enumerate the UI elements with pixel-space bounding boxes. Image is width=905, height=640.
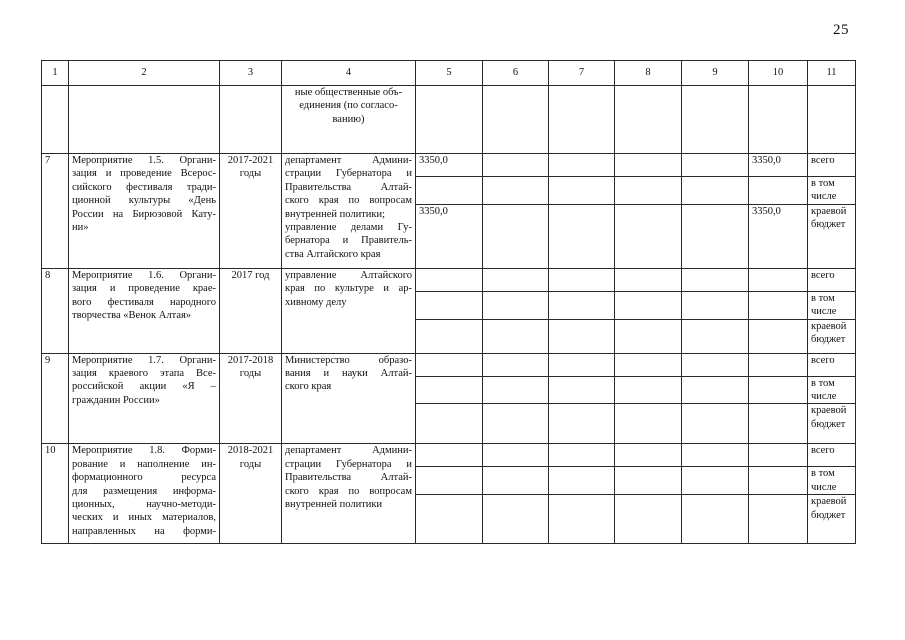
cell-source: в том числе bbox=[808, 467, 856, 495]
cell-num: 7 bbox=[42, 154, 69, 269]
header-cell-2: 2 bbox=[69, 61, 220, 86]
cell-9 bbox=[682, 319, 749, 353]
table-row bbox=[42, 268, 856, 291]
cell-8 bbox=[615, 268, 682, 291]
name-line: формационного ресурса bbox=[72, 472, 216, 484]
name-line: зация и проведение крае- bbox=[72, 283, 216, 295]
executor-line: внутренней политики bbox=[285, 499, 383, 511]
cell-8 bbox=[615, 444, 682, 467]
cell-9 bbox=[682, 268, 749, 291]
cell-source: краевой бюджет bbox=[808, 319, 856, 353]
cell-10: 3350,0 bbox=[749, 154, 808, 177]
cell-7 bbox=[549, 154, 615, 177]
cell-source: в том числе bbox=[808, 177, 856, 205]
cell-7 bbox=[549, 319, 615, 353]
cell-source: в том числе bbox=[808, 291, 856, 319]
name-line: российской акции «Я – bbox=[72, 381, 216, 393]
cell-6 bbox=[483, 467, 549, 495]
executor-line: бернатора и Правитель- bbox=[285, 235, 412, 247]
cell-10 bbox=[749, 353, 808, 376]
table-row bbox=[42, 353, 856, 376]
cell-6 bbox=[483, 319, 549, 353]
cell-5 bbox=[416, 353, 483, 376]
cell-years bbox=[220, 86, 282, 154]
cell-7 bbox=[549, 444, 615, 467]
continuation-row bbox=[42, 86, 856, 154]
cell-10 bbox=[749, 268, 808, 291]
executor-line: управление Алтайского bbox=[285, 269, 412, 281]
executor-line: ского края по вопросам bbox=[285, 485, 412, 497]
cell-name bbox=[69, 154, 220, 269]
cell-num: 10 bbox=[42, 444, 69, 544]
cell-5 bbox=[416, 319, 483, 353]
cell-9 bbox=[682, 204, 749, 268]
cell-source: всего bbox=[808, 154, 856, 177]
header-cell-9: 9 bbox=[682, 61, 749, 86]
cell-source: краевой бюджет bbox=[808, 404, 856, 444]
name-line: ционной культуры «День bbox=[72, 195, 216, 207]
cell-5: 3350,0 bbox=[416, 154, 483, 177]
cell-6 bbox=[483, 177, 549, 205]
cell-num bbox=[42, 86, 69, 154]
cell-5 bbox=[416, 467, 483, 495]
executor-line: края по культуре и ар- bbox=[285, 283, 412, 295]
executor-line: страции Губернатора и bbox=[285, 168, 412, 180]
cell-8 bbox=[615, 204, 682, 268]
cell-7 bbox=[549, 86, 615, 154]
executor-line: внутренней политики; bbox=[285, 208, 386, 220]
cell-5 bbox=[416, 268, 483, 291]
cell-11 bbox=[808, 86, 856, 154]
executor-line: ства Алтайского края bbox=[285, 248, 381, 260]
cell-8 bbox=[615, 154, 682, 177]
cell-5 bbox=[416, 86, 483, 154]
cell-num: 9 bbox=[42, 353, 69, 444]
cell-6 bbox=[483, 353, 549, 376]
cell-9 bbox=[682, 495, 749, 544]
executor-line: ные общественные объ- bbox=[294, 87, 403, 98]
cell-10 bbox=[749, 86, 808, 154]
cell-5 bbox=[416, 177, 483, 205]
cell-10 bbox=[749, 291, 808, 319]
cell-9 bbox=[682, 154, 749, 177]
cell-10 bbox=[749, 467, 808, 495]
executor-line: хивному делу bbox=[285, 296, 347, 308]
name-line: зация и проведение Всерос- bbox=[72, 168, 216, 180]
cell-name bbox=[69, 444, 220, 544]
cell-5 bbox=[416, 444, 483, 467]
executor-line: департамент Админи- bbox=[285, 155, 412, 166]
cell-8 bbox=[615, 86, 682, 154]
cell-6 bbox=[483, 404, 549, 444]
cell-6 bbox=[483, 376, 549, 404]
header-cell-1: 1 bbox=[42, 61, 69, 86]
name-line: ни» bbox=[72, 222, 89, 234]
header-cell-5: 5 bbox=[416, 61, 483, 86]
cell-8 bbox=[615, 404, 682, 444]
cell-6 bbox=[483, 86, 549, 154]
program-activities-table bbox=[41, 60, 856, 544]
cell-6 bbox=[483, 291, 549, 319]
cell-7 bbox=[549, 177, 615, 205]
name-line: гражданин России» bbox=[72, 394, 160, 406]
executor-line: Правительства Алтай- bbox=[285, 181, 412, 193]
executor-line: управление делами Гу- bbox=[285, 222, 412, 234]
cell-8 bbox=[615, 319, 682, 353]
name-line: творчества «Венок Алтая» bbox=[72, 310, 192, 322]
cell-10 bbox=[749, 495, 808, 544]
executor-line: страции Губернатора и bbox=[285, 458, 412, 470]
header-cell-6: 6 bbox=[483, 61, 549, 86]
table-row bbox=[42, 154, 856, 177]
cell-source: всего bbox=[808, 268, 856, 291]
cell-executor bbox=[282, 268, 416, 353]
table-row bbox=[42, 444, 856, 467]
executor-line: Министерство образо- bbox=[285, 354, 412, 366]
cell-source: всего bbox=[808, 353, 856, 376]
cell-7 bbox=[549, 495, 615, 544]
cell-8 bbox=[615, 177, 682, 205]
cell-10 bbox=[749, 177, 808, 205]
name-line: ционных, научно-методи- bbox=[72, 499, 216, 511]
cell-source: в том числе bbox=[808, 376, 856, 404]
executor-line: ванию) bbox=[332, 113, 365, 125]
cell-9 bbox=[682, 291, 749, 319]
cell-name bbox=[69, 353, 220, 444]
cell-10: 3350,0 bbox=[749, 204, 808, 268]
executor-line: ского края bbox=[285, 381, 332, 393]
cell-name bbox=[69, 268, 220, 353]
cell-9 bbox=[682, 376, 749, 404]
cell-7 bbox=[549, 353, 615, 376]
name-line: направленных на форми- bbox=[72, 525, 216, 537]
cell-7 bbox=[549, 268, 615, 291]
header-cell-10: 10 bbox=[749, 61, 808, 86]
cell-7 bbox=[549, 204, 615, 268]
header-cell-8: 8 bbox=[615, 61, 682, 86]
name-line: сийского фестиваля тради- bbox=[72, 181, 216, 193]
name-line: для размещения информа- bbox=[72, 485, 216, 497]
header-cell-11: 11 bbox=[808, 61, 856, 86]
cell-5: 3350,0 bbox=[416, 204, 483, 268]
cell-num: 8 bbox=[42, 268, 69, 353]
cell-7 bbox=[549, 404, 615, 444]
cell-name bbox=[69, 86, 220, 154]
executor-line: ского края по вопросам bbox=[285, 195, 412, 207]
cell-9 bbox=[682, 177, 749, 205]
cell-8 bbox=[615, 495, 682, 544]
executor-line: вания и науки Алтай- bbox=[285, 368, 412, 380]
cell-8 bbox=[615, 291, 682, 319]
cell-years: 2018-2021 годы bbox=[220, 444, 282, 544]
cell-years: 2017 год bbox=[220, 268, 282, 353]
executor-line: единения (по согласо- bbox=[299, 100, 398, 112]
header-row bbox=[42, 61, 856, 86]
cell-source: краевой бюджет bbox=[808, 495, 856, 544]
cell-10 bbox=[749, 444, 808, 467]
cell-7 bbox=[549, 291, 615, 319]
cell-9 bbox=[682, 444, 749, 467]
name-line: Мероприятие 1.7. Органи- bbox=[72, 354, 216, 366]
page-number: 25 bbox=[833, 22, 849, 38]
cell-6 bbox=[483, 444, 549, 467]
name-line: зация краевого этапа Все- bbox=[72, 368, 216, 380]
cell-9 bbox=[682, 404, 749, 444]
name-line: России на Бирюзовой Кату- bbox=[72, 208, 216, 220]
cell-5 bbox=[416, 376, 483, 404]
cell-5 bbox=[416, 291, 483, 319]
cell-7 bbox=[549, 376, 615, 404]
name-line: Мероприятие 1.5. Органи- bbox=[72, 155, 216, 166]
header-cell-7: 7 bbox=[549, 61, 615, 86]
header-cell-4: 4 bbox=[282, 61, 416, 86]
cell-10 bbox=[749, 319, 808, 353]
cell-8 bbox=[615, 376, 682, 404]
cell-5 bbox=[416, 495, 483, 544]
cell-9 bbox=[682, 86, 749, 154]
cell-years: 2017-2018 годы bbox=[220, 353, 282, 444]
cell-source: краевой бюджет bbox=[808, 204, 856, 268]
name-line: рование и наполнение ин- bbox=[72, 458, 216, 470]
name-line: ческих и иных материалов, bbox=[72, 512, 216, 524]
cell-8 bbox=[615, 353, 682, 376]
cell-5 bbox=[416, 404, 483, 444]
cell-6 bbox=[483, 204, 549, 268]
cell-6 bbox=[483, 154, 549, 177]
cell-10 bbox=[749, 376, 808, 404]
cell-executor bbox=[282, 86, 416, 154]
cell-9 bbox=[682, 467, 749, 495]
cell-9 bbox=[682, 353, 749, 376]
cell-years: 2017-2021 годы bbox=[220, 154, 282, 269]
name-line: Мероприятие 1.8. Форми- bbox=[72, 445, 216, 457]
cell-8 bbox=[615, 467, 682, 495]
name-line: вого фестиваля народного bbox=[72, 296, 216, 308]
cell-7 bbox=[549, 467, 615, 495]
cell-executor bbox=[282, 154, 416, 269]
cell-10 bbox=[749, 404, 808, 444]
cell-executor bbox=[282, 353, 416, 444]
cell-executor bbox=[282, 444, 416, 544]
executor-line: департамент Админи- bbox=[285, 445, 412, 457]
executor-line: Правительства Алтай- bbox=[285, 472, 412, 484]
header-cell-3: 3 bbox=[220, 61, 282, 86]
name-line: Мероприятие 1.6. Органи- bbox=[72, 269, 216, 281]
cell-6 bbox=[483, 495, 549, 544]
cell-6 bbox=[483, 268, 549, 291]
cell-source: всего bbox=[808, 444, 856, 467]
